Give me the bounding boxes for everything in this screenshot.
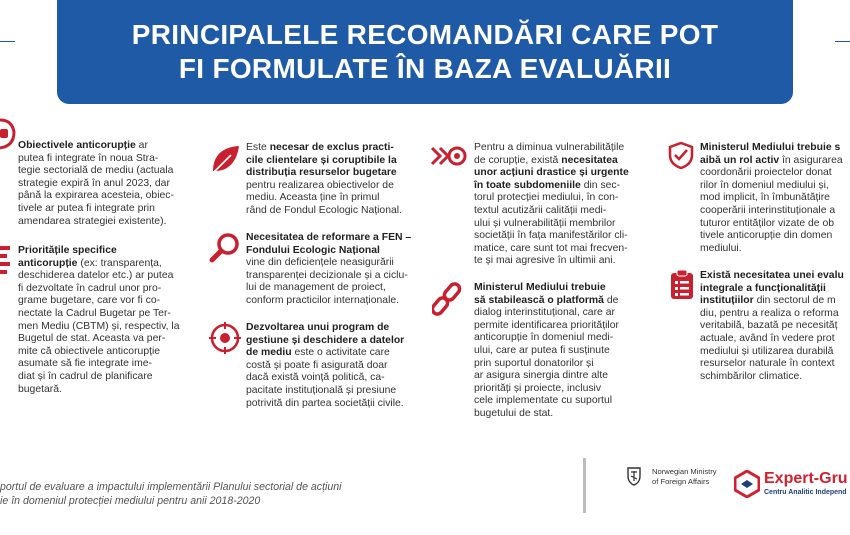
- recommendation-dialog-platform: Ministerul Mediului trebuie să stabilească o platformă de dialog interinstituțional, care ar permite identificarea priorităților anticorupție în domeniul medi- ului, care ar putea fi susținute prin suportul donatorilor și ar asigura sinergia dintre alte priorități și proiecte, inclusiv cele implementate cu suportul bugetului de stat.: [474, 282, 619, 419]
- left-accent-line: [0, 41, 15, 42]
- list-priorities-icon: [0, 246, 12, 276]
- title-banner: [57, 0, 793, 104]
- fist-hand-icon: [0, 118, 16, 150]
- expert-grup-logo-icon: [734, 470, 760, 498]
- chain-link-icon: [432, 282, 462, 316]
- norway-ministry-logo-text: Norwegian Ministry of Foreign Affairs: [652, 467, 717, 486]
- footer-divider: [583, 458, 586, 513]
- target-arrow-icon: [430, 142, 468, 170]
- recommendation-data-program: Dezvoltarea unui program de gestiune și deschidere a datelor de mediu este o activitate care costă și poate fi asigurată doar dacă există voință politică, ca- pacitate instituțională și presiune potrivită din partea societății civile.: [246, 322, 405, 409]
- recommendation-exclude-clientelism: Este necesar de exclus practi- cile clientelare și coruptibile la distribuția resurselor bugetare pentru realizarea obiectivelor de mediu. Aceasta ține în primul rând de Fondul Ecologic Național.: [246, 142, 402, 216]
- right-accent-line: [835, 41, 850, 42]
- source-footnote: portul de evaluare a impactului implementării Planului sectorial de acțiuni ie în domeniul protecției mediului pentru anii 2018-2020: [0, 481, 342, 507]
- norway-coat-of-arms-icon: [625, 466, 643, 486]
- expert-grup-tagline: Centru Analitic Independ: [764, 489, 847, 496]
- expert-grup-logo-text: Expert-Gru: [764, 470, 848, 487]
- open-data-icon: [209, 322, 241, 354]
- recommendation-functional-evaluation: Există necesitatea unei evalu integrale a funcționalității instituțiilor din sectorul de m diu, pentru a realiza o reforma veritabilă, bazată pe necesităț actuale, având în vedere prot mediului și utilizarea durabilă resurselor naturale în context schimbărilor climatice.: [700, 270, 844, 382]
- page-title-line-2: FI FORMULATE ÎN BAZA EVALUĂRII: [178, 53, 672, 84]
- recommendation-specific-priorities: Prioritățile specifice anticorupție (ex: transparența, deschiderea datelor etc.) ar putea fi dezvoltate în cadrul unor pro- grame bugetare, care vor fi co- nectate la Cadrul Bugetar pe Ter- men Mediu (CBTM) și, respectiv, la Bugetul de stat. Aceasta va per- mite că obiectivele anticorupție asumate să fie integrate ime- diat și în cadrul de planificare bugetară.: [18, 245, 180, 395]
- shield-check-icon: [668, 141, 694, 169]
- recommendation-anticorruption-objectives: Obiectivele anticorupție ar putea fi integrate în noua Stra- tegie sectorială de mediu (actuala strategie expiră în anul 2023, dar până la expirarea acesteia, obiec- tivele ar putea fi integrate prin amendarea strategiei existente).: [18, 140, 174, 227]
- recommendation-reform-fen: Necesitatea de reformare a FEN – Fondului Ecologic Național vine din deficiențele neasigurării transparenței decizionale și a ciclu- lui de management de proiect, conform practicilor internaționale.: [246, 232, 412, 306]
- magnifier-icon: [209, 232, 241, 264]
- recommendation-ministry-active-role: Ministerul Mediului trebuie s aibă un rol activ în asigurarea coordonării proiectelor donat rilor în domeniul mediului și, mod implicit, în îmbunătățire cooperării interinstituționale a tuturor entităților vizate de ob tivele anticorupție din domen mediului.: [700, 142, 843, 254]
- recommendation-urgent-actions: Pentru a diminua vulnerabilitățile de corupție, există necesitatea unor acțiuni drastice și urgente în toate subdomeniile din sec- torul protecției mediului, în con- textul acutizării calității medi- ului și vulnerabilității membrilor societății în fața manifestărilor cli- matice, care sunt tot mai frecven- te și mai agresive în ultimii ani.: [474, 142, 629, 267]
- leaf-icon: [209, 143, 241, 175]
- clipboard-checklist-icon: [670, 270, 694, 300]
- page-title-line-1: PRINCIPALELE RECOMANDĂRI CARE POT: [131, 19, 719, 50]
